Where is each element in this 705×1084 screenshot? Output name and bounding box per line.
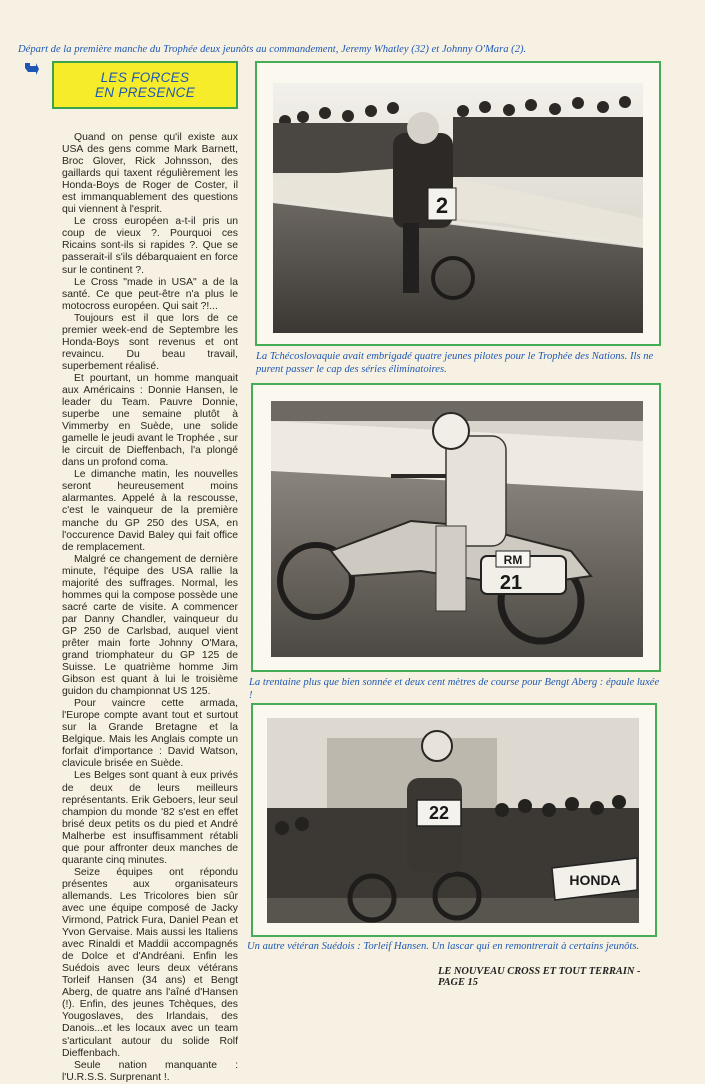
article-paragraph: Quand on pense qu'il existe aux USA des gens comme Mark Barnett, Broc Glover, Rick Johnsson, des gaillards qui taxent régulièrement les Honda-Boys de Roger de Coster, il est immanquablement des questions qui viennent à l'esprit.	[62, 132, 238, 216]
section-title-line1: LES FORCES	[100, 70, 190, 85]
article-paragraph: Seule nation manquante : l'U.R.S.S. Surprenant !.	[62, 1059, 238, 1083]
photo3-bib-number: 22	[428, 803, 450, 823]
photo2-bib-number: 21	[499, 572, 523, 594]
section-title-line2: EN PRESENCE	[94, 85, 196, 100]
article-paragraph: Seize équipes ont répondu présentes aux organisateurs allemands. Les Tricolores bien sûr avec une équipe composé de Jacky Virmond, Patrick Fura, Daniel Pean et Yvon Gervaise. Mais aussi les Italiens avec Rinaldi et Maddii accompagnés de Dolce et d'Andréani. Enfin les Suédois avec leurs deux vétérans Torleif Hansen (34 ans) et Bengt Aberg, de quatre ans l'aîné d'Hansen (!). Enfin, des jeunes Tchèques, des Yougoslaves, des Irlandais, des Danois...et les locaux avec un team s'articulant autour du solide Rolf Dieffenbach.	[62, 866, 238, 1059]
photo1-bib-number: 2	[435, 193, 449, 218]
page-footer: LE NOUVEAU CROSS ET TOUT TERRAIN - PAGE 15	[438, 966, 641, 988]
photo-rider-21	[271, 401, 643, 657]
article-paragraph: Et pourtant, un homme manquait aux Américains : Donnie Hansen, le leader du Team. Pauvre Donnie, superbe une semaine plutôt à Vimmerby en Suède, une solide gamelle le jeudi avant le Trophée , sur le circuit de Dieffenbach, l'a plongé dans un profond coma.	[62, 372, 238, 469]
article-paragraph: Pour vaincre cette armada, l'Europe compte avant tout et surtout sur la Grande Bretagne et la Belgique. Mais les Anglais compte un forfait d'importance : David Watson, clavicule brisée en Suède.	[62, 698, 238, 770]
photo-motocross-start	[273, 83, 643, 333]
top-photo-caption: Départ de la première manche du Trophée deux jeunôts au commandement, Jeremy Whatley (32) et Johnny O'Mara (2).	[18, 44, 527, 55]
section-title-box	[52, 61, 238, 109]
article-body	[62, 132, 238, 1084]
photo-rider-22	[267, 718, 639, 923]
article-paragraph: Malgré ce changement de dernière minute, l'équipe des USA rallie la majorité des suffrages. Normal, les hommes qui la compose possède une sacré carte de visite. A commencer par Danny Chandler, vainqueur du GP 250 de Carlsbad, auquel vient prêter main forte Johnny O'Mara, grand triomphateur du GP 125 de Suisse. Le quatrième homme Jim Gibson est quant à lui le troisième guidon du championnat US 125.	[62, 553, 238, 698]
article-paragraph: Le cross européen a-t-il pris un coup de vieux ?. Pourquoi ces Ricains sont-ils si rapides ?. Que se passerait-il s'ils débarquaient en force sur le continent ?.	[62, 216, 238, 276]
photo3-banner-text: HONDA	[569, 872, 621, 888]
photo1-caption: La Tchécoslovaquie avait embrigadé quatre jeunes pilotes pour le Trophée des Nations. Ils ne purent passer le cap des séries éliminatoires.	[256, 351, 654, 375]
article-paragraph: Toujours est il que lors de ce premier week-end de Septembre les Honda-Boys sont revenus et ont revaincu. Du beau travail, superbement réalisé.	[62, 312, 238, 372]
photo3-caption: Un autre vétéran Suédois : Torleif Hansen. Un lascar qui en remontrerait à certains jeunôts.	[247, 941, 640, 952]
article-paragraph: Les Belges sont quant à eux privés de deux de leurs meilleurs représentants. Erik Geboers, leur seul champion du monde '82 s'est en effet brisé deux petits os du pied et André Malherbe est insuffisamment rétabli que pour affronter deux manches de quarante cinq minutes.	[62, 770, 238, 866]
photo2-plate-text: RM	[503, 553, 523, 567]
arrow-down-right-icon	[24, 62, 40, 76]
article-paragraph: Le Cross "made in USA" a de la santé. Ce que peut-être n'a plus le motocross européen. Qui sait ?!...	[62, 276, 238, 312]
photo2-caption: La trentaine plus que bien sonnée et deux cent mètres de course pour Bengt Aberg : épaule luxée !	[249, 677, 660, 701]
article-paragraph: Le dimanche matin, les nouvelles seront heureusement moins alarmantes. Appelé à la rescousse, c'est le vainqueur de la première manche du GP 250 des USA, en l'occurence David Baley qui fait office de remplacement.	[62, 469, 238, 553]
